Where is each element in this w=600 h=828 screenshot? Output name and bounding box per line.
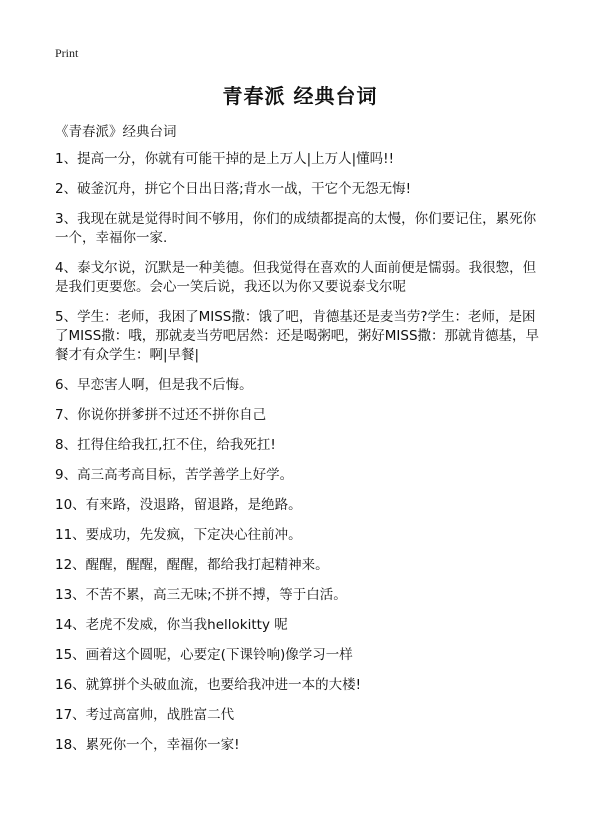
quote-line: 11、要成功，先发疯，下定决心往前冲。 <box>55 527 302 543</box>
quote-line: 7、你说你拼爹拼不过还不拼你自己 <box>55 407 267 423</box>
quote-line: 18、累死你一个，幸福你一家! <box>55 737 240 753</box>
quote-line: 17、考过高富帅，战胜富二代 <box>55 707 235 723</box>
quote-line: 3、我现在就是觉得时间不够用，你们的成绩都提高的太慢，你们要记住，累死你一个，幸福你一家. <box>55 211 537 246</box>
quote-line: 5、学生：老师，我困了MISS撒：饿了吧，肯德基还是麦当劳?学生：老师，是困了MISS撒：哦，那就麦当劳吧居然：还是喝粥吧，粥好MISS撒：那就肯德基，早餐才有众学生：啊|早餐| <box>55 309 540 363</box>
quote-line: 14、老虎不发威，你当我hellokitty 呢 <box>55 617 288 633</box>
quote-line: 10、有来路，没退路，留退路，是绝路。 <box>55 497 302 513</box>
quote-line: 4、泰戈尔说，沉默是一种美德。但我觉得在喜欢的人面前便是懦弱。我很惣，但是我们更要您。会心一笑后说，我还以为你又要说泰戈尔呢 <box>55 260 537 295</box>
quote-line: 12、醒醒，醒醒，醒醒，都给我打起精神来。 <box>55 557 329 573</box>
quote-line: 2、破釜沉舟，拼它个日出日落;背水一战，干它个无怨无悔! <box>55 181 412 197</box>
quote-line: 15、画着这个圆呢，心要定(下课铃响)像学习一样 <box>55 647 353 663</box>
quote-list <box>55 150 547 766</box>
print-label: Print <box>55 46 79 60</box>
quote-line: 6、早恋害人啊，但是我不后悔。 <box>55 377 253 393</box>
page-subtitle: 《青春派》经典台词 <box>55 124 177 140</box>
quote-line: 8、扛得住给我扛,扛不住，给我死扛! <box>55 437 276 453</box>
page-title: 青春派 经典台词 <box>222 84 378 108</box>
quote-line: 13、不苦不累，高三无味;不拼不搏，等于白活。 <box>55 587 347 603</box>
quote-line: 9、高三高考高目标，苦学善学上好学。 <box>55 467 294 483</box>
quote-line: 1、提高一分，你就有可能干掉的是上万人|上万人|懂吗!! <box>55 151 395 167</box>
quote-line: 16、就算拼个头破血流，也要给我冲进一本的大楼! <box>55 677 362 693</box>
